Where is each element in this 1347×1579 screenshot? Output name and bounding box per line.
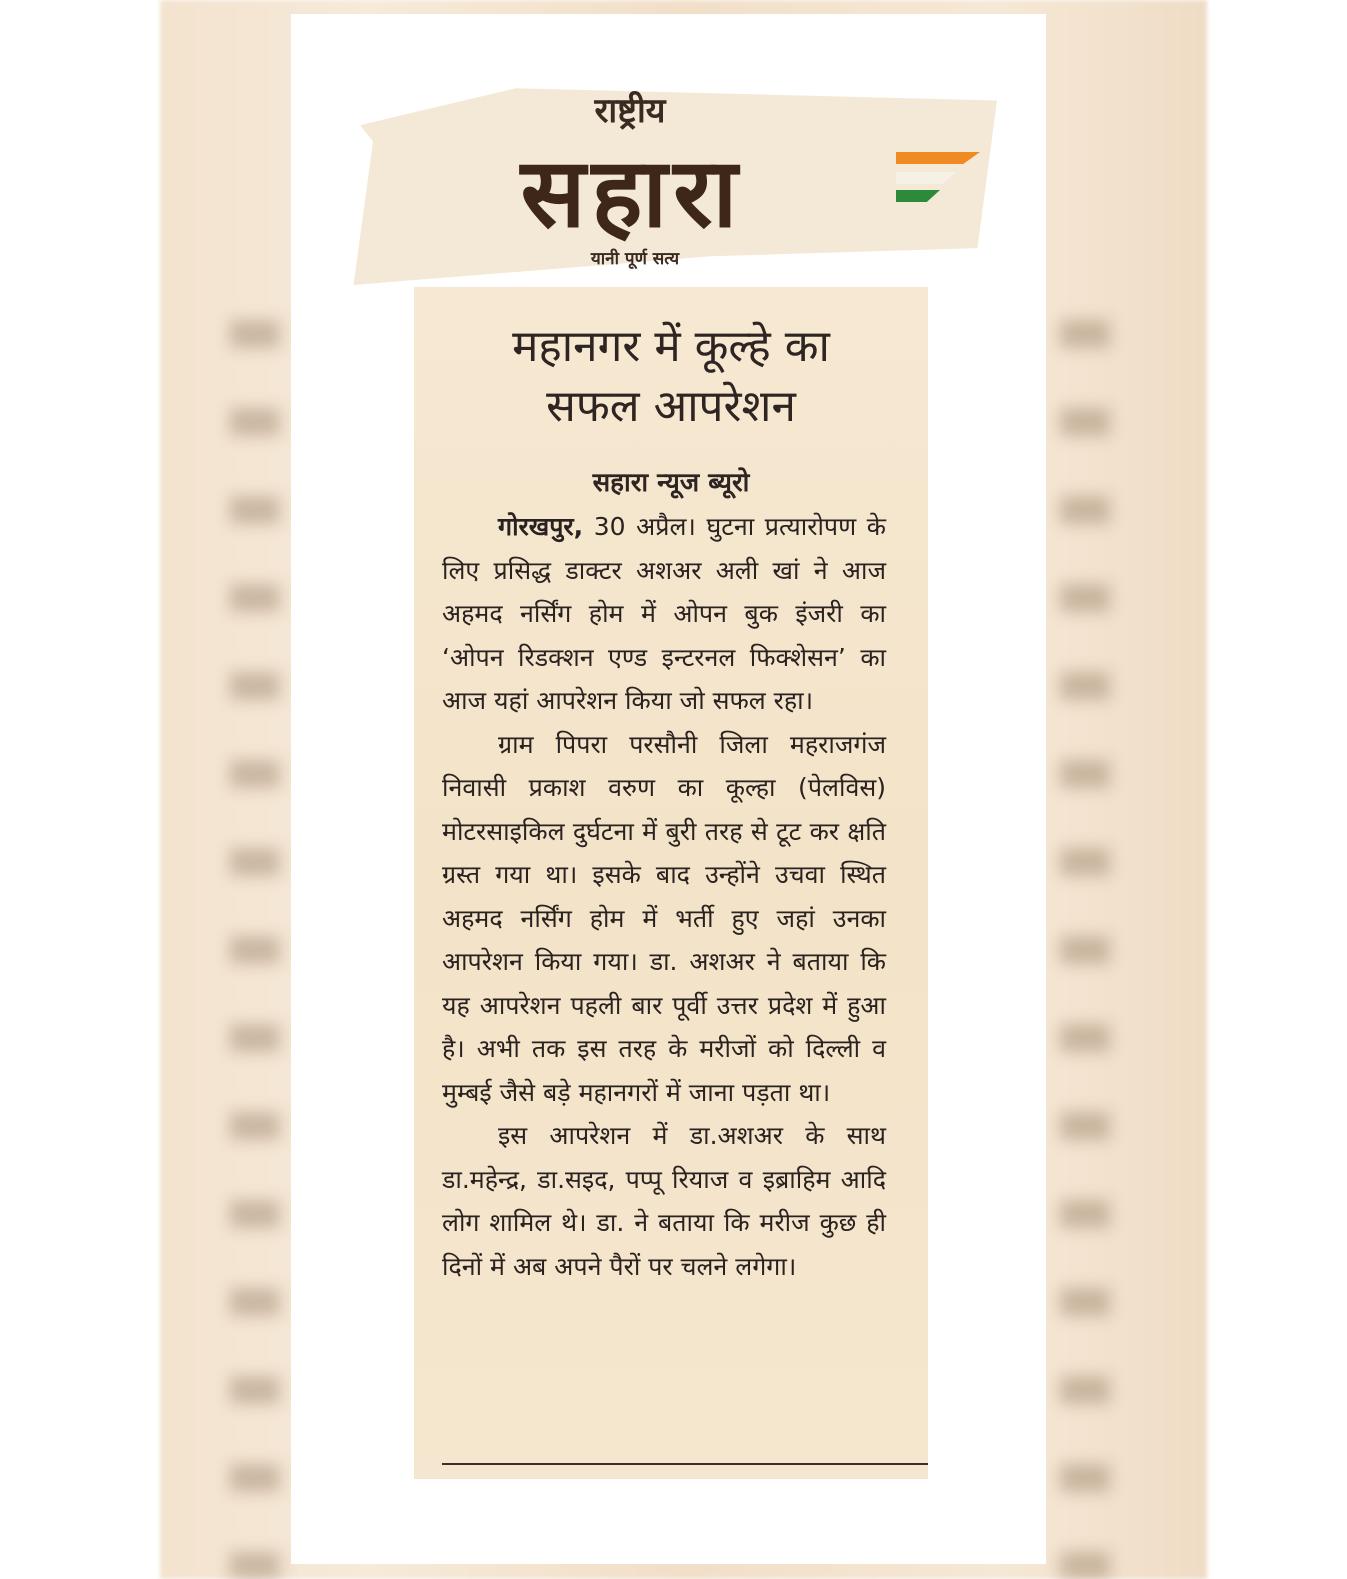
article-byline: सहारा न्यूज ब्यूरो: [592, 468, 750, 498]
paragraph-1: [442, 505, 886, 723]
paragraph-1-text: 30 अप्रैल। घुटना प्रत्यारोपण के लिए प्रसिद्ध डाक्टर अशअर अली खां ने आज अहमद नर्सिंग होम में ओपन बुक इंजरी का ‘ओपन रिडक्शन एण्ड इन्टरनल फिक्शेसन’ का आज यहां आपरेशन किया जो सफल रहा।: [442, 512, 886, 715]
headline-line-2: सफल आपरेशन: [546, 381, 796, 432]
article-end-rule: [442, 1463, 928, 1465]
article-clipping: [414, 287, 928, 1479]
article-body: [442, 505, 886, 1288]
headline-line-1: महानगर में कूल्हे का: [512, 321, 830, 372]
blurred-text-right: [1060, 320, 1110, 1579]
tricolor-flag-icon: [892, 152, 982, 208]
masthead-top-word: राष्ट्रीय: [594, 91, 666, 131]
masthead-logo-name: सहारा: [520, 137, 744, 249]
article-headline: [414, 317, 928, 437]
paragraph-2: ग्राम पिपरा परसौनी जिला महराजगंज निवासी प्रकाश वरुण का कूल्हा (पेलविस) मोटरसाइकिल दुर्घटना में बुरी तरह से टूट कर क्षति ग्रस्त गया था। इसके बाद उन्होंने उचवा स्थित अहमद नर्सिंग होम में भर्ती हुए जहां उनका आपरेशन किया गया। डा. अशअर ने बताया कि यह आपरेशन पहली बार पूर्वी उत्तर प्रदेश में हुआ है। अभी तक इस तरह के मरीजों को दिल्ली व मुम्बई जैसे बड़े महानगरों में जाना पड़ता था।: [442, 729, 886, 1107]
masthead-tagline: यानी पूर्ण सत्य: [590, 249, 680, 269]
blurred-text-left: [230, 320, 280, 1579]
dateline: गोरखपुर,: [498, 512, 584, 541]
paragraph-3: इस आपरेशन में डा.अशअर के साथ डा.महेन्द्र, डा.सइद, पप्पू रियाज व इब्राहिम आदि लोग शामिल थे। डा. ने बताया कि मरीज कुछ ही दिनों में अब अपने पैरों पर चलने लगेगा।: [442, 1121, 886, 1281]
